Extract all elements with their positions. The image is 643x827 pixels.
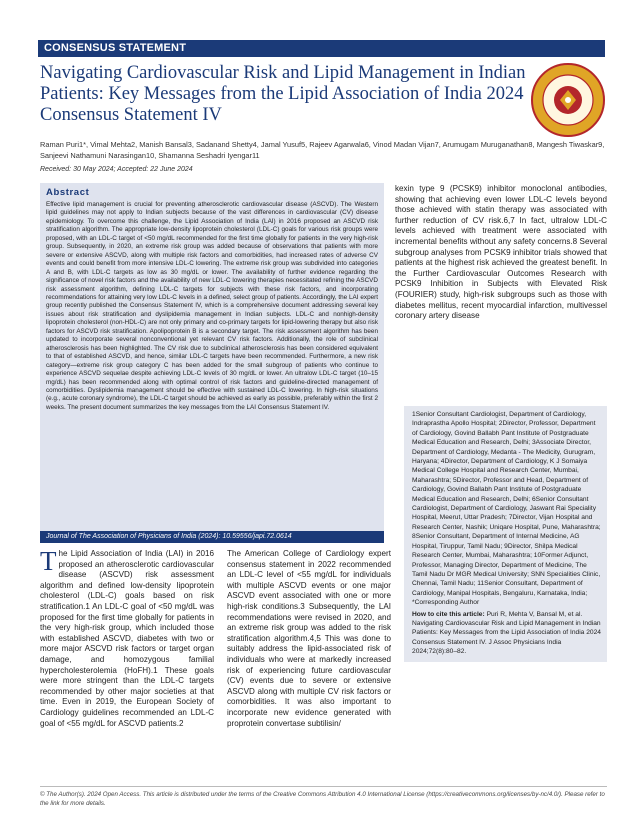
author-list: Raman Puri1*, Vimal Mehta2, Manish Bansal3, Sadanand Shetty4, Jamal Yusuf5, Rajeev Agarwala6, Vinod Madan Vijan7, Arumugam Muruganathan8, Mangesh Tiwaskar9, Sanjeevi Nathamuni Narasingan10, Shamanna Seshadri Iyengar11 [40, 140, 605, 160]
body-text-right-column: kexin type 9 (PCSK9) inhibitor monoclonal antibodies, showing that achieving even lower LDL-C levels beyond those achieved with statin therapy was associated with further reduction of CV risk.6,7 In fact, ultralow LDL-C levels achieved with treatment were associated with incremental benefits without any safety concerns.8 Several subgroup analyses from PCSK9 inhibitor trials showed that patients at the highest risk achieved the greatest benefit. In the Further Cardiovascular Outcomes Research with PCSK9 Inhibition in Subjects with Elevated Risk (FOURIER) study, high-risk subgroups such as those with diabetes mellitus, recent myocardial infarction, multivessel coronary artery disease [395, 184, 607, 321]
body-column-2 [227, 549, 391, 729]
citation-block [412, 610, 601, 657]
body-paragraph-2: The American College of Cardiology expert consensus statement in 2022 recommended an LDL-C level of <55 mg/dL for individuals with multiple ASCVD events or one major ASCVD event associated with one or more high-risk conditions.3 Subsequently, the LAI recommendations were revised in 2020, and an extreme risk group was added to the risk stratification algorithm.4,5 This was done to suitably address the lipid-associated risk of individuals who were at markedly increased risk of experiencing future cardiovascular (CV) events due to severe or extensive ASCVD along with multiple CV risk factors or comorbidities. It was also important to incorporate new evidence generated with proprotein convertase subtilisin/ [227, 549, 391, 728]
abstract-panel [40, 183, 384, 531]
section-banner: CONSENSUS STATEMENT [38, 40, 605, 57]
abstract-text: Effective lipid management is crucial for preventing atherosclerotic cardiovascular disease (ASCVD). The Western lipid guidelines may not apply to Indian subjects because of the vast differences in cardiovascular (CV) disease epidemiology. To overcome this challenge, the Lipid Association of India (LAI) in 2016 proposed an ASCVD risk stratification algorithm. The appropriate low-density lipoprotein cholesterol (LDL-C) goals for various risk groups were proposed, with an LDL-C target of <50 mg/dL recommended for the first time globally for patients in the very high-risk group. Subsequently, in 2020, an extreme risk group was added because of observations that patients with more severe or extensive ASCVD, along with multiple risk factors and comorbidities, had increased rates of adverse CV events and could benefit from more intensive LDL-C lowering. The extreme risk group was subdivided into categories A and B, with LDL-C targets as low as 30 mg/dL or lower. The availability of further evidence regarding the significance of novel risk factors and the availability of new LDL-C lowering therapies necessitated refining the ASCVD risk assessment algorithm, defining LDL-C targets for subjects with these risk factors, and incorporating recommendations for attaining very low LDL-C levels in a defined, select group of patients. Accordingly, the LAI expert group recently published the Consensus Statement IV, which is a comprehensive document addressing several key issues about risk stratification and dyslipidemia management in Indian subjects. LDL-C and nonhigh-density lipoprotein cholesterol (non-HDL-C) are not only primary and co-primary targets for lipid-lowering therapy but also risk factors for ASCVD risk stratification. Apolipoprotein B is a secondary target. The risk assessment algorithm has been updated to incorporate several nonconventional yet relevant CV risk factors. Additionally, the role of subclinical atherosclerosis has been highlighted. The CV risk due to subclinical atherosclerosis has been considered equivalent to that of established ASCVD, and hence, similar LDL-C targets have been recommended. Furthermore, a new risk category—extreme risk group category C has been added for the small subgroup of patients who continue to experience ASCVD sequelae despite achieving LDL-C levels of 30 mg/dL or lower. An ultralow LDL-C target (10–15 mg/dL) has been recommended along with optimal control of risk factors and guideline-directed management of comorbidities. Dyslipidemia management should be effective with sustained LDL-C lowering. In high-risk situations (e.g., acute coronary syndrome), the LDL-C target should be achieved as early as possible, preferably within the first 2 weeks. The present document summarizes the key messages from the LAI Consensus Statement IV. [46, 201, 378, 411]
body-paragraph-1: he Lipid Association of India (LAI) in 2016 proposed an atherosclerotic cardiovascular disease (ASCVD) risk assessment algorithm and defined low-density lipoprotein cholesterol (LDL-C) goals based on risk stratification.1 An LDL-C goal of <50 mg/dL was proposed for the first time globally for patients in the very high-risk group, which included those with established ASCVD, diabetes with two or more major ASCVD risk factors or target organ damage, and homozygous familial hypercholesterolemia (HoFH).1 These goals were more stringent than the LDL-C targets recommended by other major societies at that time. Even in 2019, the European Society of Cardiology guidelines recommended an LDL-C goal of <55 mg/dL for ASCVD patients.2 [40, 549, 214, 728]
body-column-1 [40, 546, 214, 729]
citation-text: Puri R, Mehta V, Bansal M, et al. Navigating Cardiovascular Risk and Lipid Management in Indian Patients: Key Messages from the Lipid Association of India 2024 Consensus Statement IV. J Assoc Physicians India 2024;72(8):80–82. [412, 610, 601, 656]
footer-divider [40, 786, 607, 787]
received-accepted-dates: Received: 30 May 2024; Accepted: 22 June 2024 [40, 166, 193, 173]
journal-doi-bar[interactable]: Journal of The Association of Physicians of India (2024): 10.59556/japi.72.0614 [40, 531, 384, 543]
drop-cap: T [40, 546, 57, 576]
abstract-heading: Abstract [46, 187, 90, 198]
affiliations-text: 1Senior Consultant Cardiologist, Department of Cardiology, Indraprastha Apollo Hospital; 2Director, Professor, Department of Cardiology, Govind Ballabh Pant Institute of Postgraduate Medical Education and Research, Delhi; 3Associate Director, Department of Cardiology, Medanta - The Medicity, Gurugram, Haryana; 4Director, Department of Cardiology, K J Somaiya Medical College Hospital and Research Center, Mumbai, Maharashtra; 5Director, Professor and Head, Department of Cardiology, Govind Ballabh Pant Institute of Postgraduate Medical Education and Research, Delhi; 6Senior Consultant Cardiologist, Department of Cardiology, Jaswant Rai Speciality Hospital, Meerut, Uttar Pradesh; 7Director, Vijan Hospital and Research Center, Nashik; Uniqare Hospital, Pune, Maharashtra; 8Senior Consultant, Department of Internal Medicine, AG Hospital, Tiruppur, Tamil Nadu; 9Director, Shilpa Medical Research Center, Mumbai, Maharashtra; 10Former Adjunct, Professor, Managing Director, Department of Medicine, The Tamil Nadu Dr MGR Medical University; SNN Specialities Clinic, Chennai, Tamil Nadu; 11Senior Consultant, Department of Cardiology, Manipal Hospitals, Bengaluru, Karnataka, India; *Corresponding Author [412, 411, 601, 607]
article-title: Navigating Cardiovascular Risk and Lipid Management in Indian Patients: Key Messages from the Lipid Association of India 2024 Consensus Statement IV [40, 63, 526, 125]
association-seal-icon [530, 62, 606, 138]
citation-heading: How to cite this article: [412, 610, 485, 618]
license-footer: © The Author(s). 2024 Open Access. This article is distributed under the terms of the Creative Commons Attribution 4.0 International License (https://creativecommons.org/licenses/by-nc/4.0/). Please refer to the link for more details. [40, 791, 605, 807]
affiliations-panel [404, 406, 607, 662]
